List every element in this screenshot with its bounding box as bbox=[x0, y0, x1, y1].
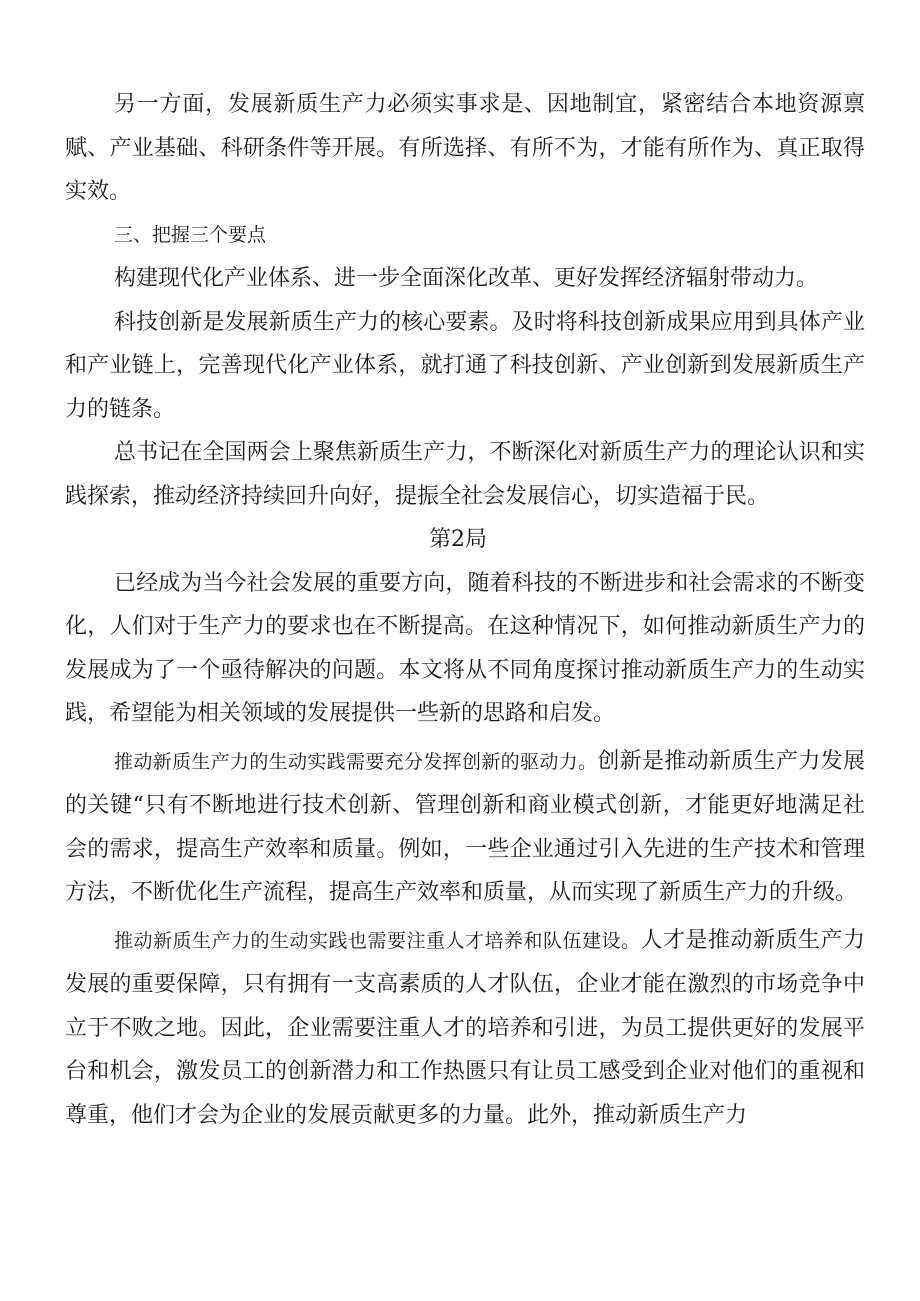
paragraph: 科技创新是发展新质生产力的核心要素。及时将科技创新成果应用到具体产业和产业链上，完善现代化产业体系，就打通了科技创新、产业创新到发展新质生产力的链条。 bbox=[65, 309, 865, 422]
section-title: 第2局 bbox=[429, 527, 487, 552]
paragraph: 构建现代化产业体系、进一步全面深化改革、更好发挥经济辐射带动力。 bbox=[114, 266, 819, 291]
paragraph-body-text: 人才是推动新质生产力发展的重要保障，只有拥有一支高素质的人才队伍，企业才能在激烈的市场竞争中立于不败之地。因此，企业需要注重人才的培养和引进，为员工提供更好的发展平台和机会，激发员工的创新潜力和工作热匮只有让员工感受到企业对他们的重视和尊重，他们才会为企业的发展贡献更多的力量。此外，推动新质生产力 bbox=[65, 927, 865, 1128]
paragraph: 另一方面，发展新质生产力必须实事求是、因地制宜，紧密结合本地资源禀赋、产业基础、科研条件等开展。有所选择、有所不为，才能有所作为、真正取得实效。 bbox=[65, 92, 865, 204]
paragraph bbox=[65, 740, 865, 915]
paragraph: 已经成为当今社会发展的重要方向，随着科技的不断进步和社会需求的不断变化，人们对于生产力的要求也在不断提高。在这种情况下，如何推动新质生产力的发展成为了一个亟待解决的问题。本文将从不同角度探讨推动新质生产力的生动实践，希望能为相关领域的发展提供一些新的思路和启发。 bbox=[65, 570, 865, 726]
paragraph-lead-sentence: 推动新质生产力的生动实践也需要注重人才培养和队伍建设。 bbox=[114, 929, 641, 952]
paragraph bbox=[65, 919, 865, 1138]
paragraph-lead-sentence: 推动新质生产力的生动实践需要充分发挥创新的驱动力。 bbox=[114, 750, 598, 773]
paragraph: 总书记在全国两会上聚焦新质生产力，不断深化对新质生产力的理论认识和实践探索，推动经济持续回升向好，提振全社会发展信心，切实造福于民。 bbox=[65, 440, 865, 509]
document-body bbox=[65, 83, 865, 1137]
paragraph-body-text: 创新是推动新质生产力发展的关键“只有不断地进行技术创新、管理创新和商业模式创新，才能更好地满足社会的需求，提高生产效率和质量。例如，一些企业通过引入先进的生产技术和管理方法，不断优化生产流程，提高生产效率和质量，从而实现了新质生产力的升级。 bbox=[65, 748, 865, 905]
section-heading: 三、把握三个要点 bbox=[114, 223, 267, 246]
